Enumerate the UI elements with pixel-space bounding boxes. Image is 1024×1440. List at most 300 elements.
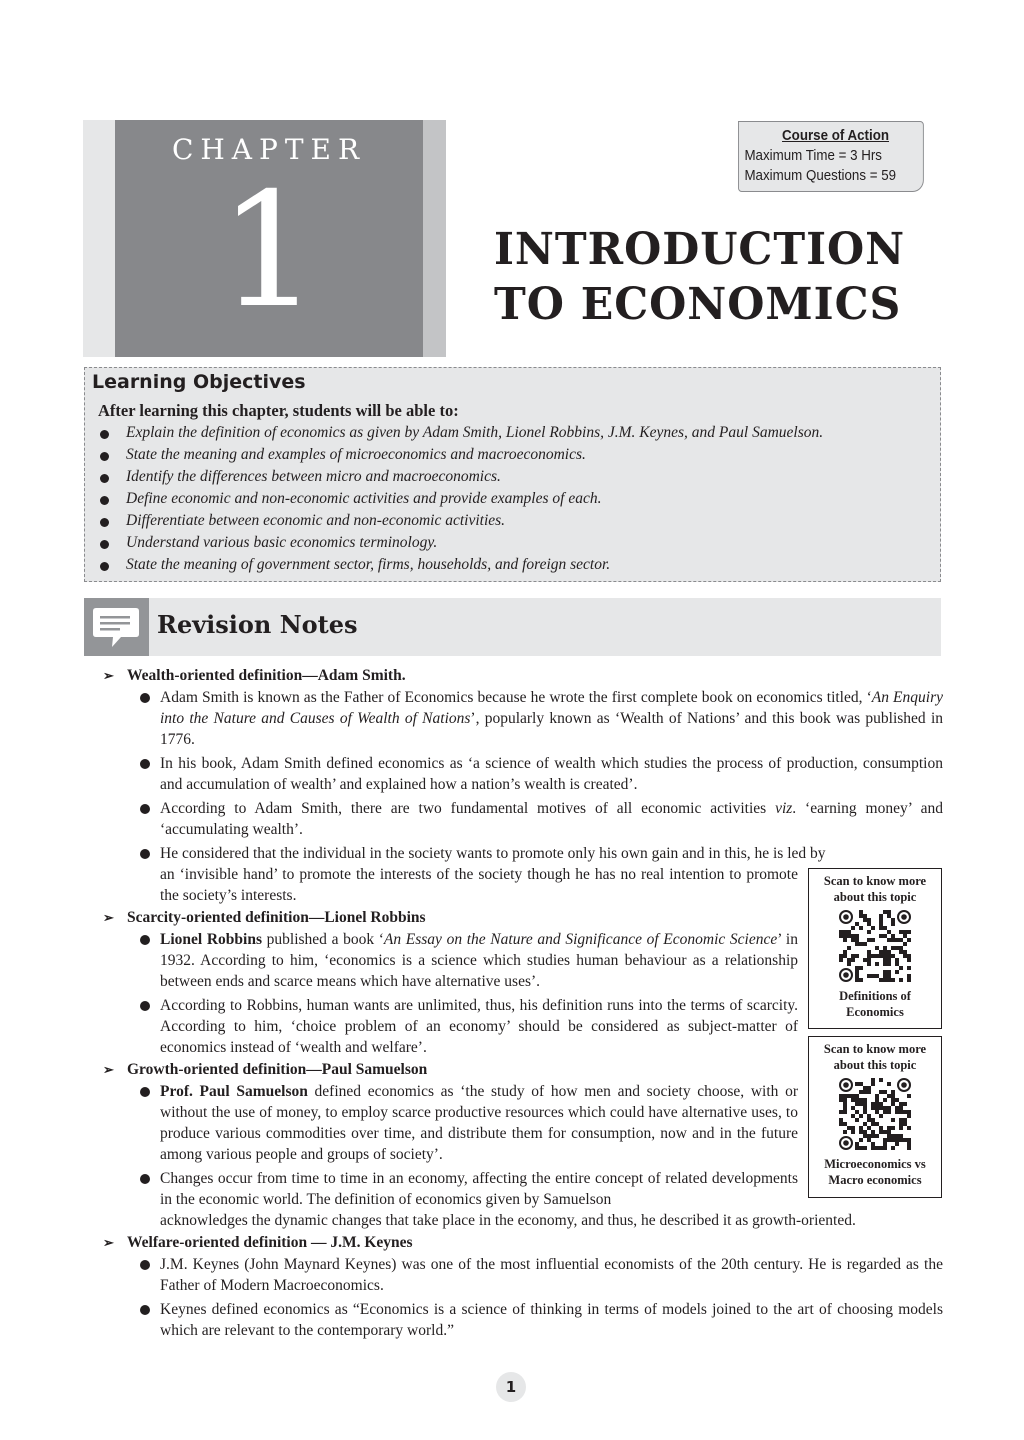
objective-text: State the meaning of government sector, firms, households, and foreign sector. [126,556,611,573]
bullet-icon [140,1305,150,1315]
qr-module [871,954,875,958]
qr-module [899,1134,903,1138]
bullet-text: . ‘earning money’ and ‘accumulating wealth’. [160,800,943,838]
qr-module [871,1082,875,1086]
bullet-text: According to Robbins, human wants are unlimited, thus, his definition runs into the terms of scarcity. According to him, ‘choice problem of an economy’ should be considered as subject-matter of economics instead of ‘wealth and welfare’. [160,997,798,1056]
qr-module [867,950,871,954]
qr-module [907,1094,911,1098]
qr-module [863,1134,867,1138]
qr-module [875,1098,879,1102]
qr-module [891,954,895,958]
qr-module [907,978,911,982]
qr-finder-center [843,972,849,978]
qr-module [887,1130,891,1134]
qr-module [843,1102,847,1106]
qr-module [895,1138,899,1142]
qr-module [903,1138,907,1142]
bullet-icon [100,518,109,527]
qr-module [879,1126,883,1130]
bullet-text: According to Adam Smith, there are two fundamental motives of all economic activities [160,800,776,817]
qr-module [895,970,899,974]
qr-module [871,1106,875,1110]
qr-module [839,1122,843,1126]
chapter-label: CHAPTER [171,133,367,166]
qr-module [899,1122,903,1126]
qr-topic: Economics [846,1005,904,1019]
qr-module [879,1090,883,1094]
qr-module [875,946,879,950]
objective-text: Explain the definition of economics as given by Adam Smith, Lionel Robbins, J.M. Keynes, and Paul Samuelson. [126,424,824,441]
bullet-icon [140,759,150,769]
book-title: An Essay on the Nature and Significance of Economic Science [383,931,778,948]
qr-module [863,1098,867,1102]
qr-module [903,1122,907,1126]
qr-module [839,954,843,958]
qr-module [891,1126,895,1130]
qr-module [851,954,855,958]
qr-module [891,1138,895,1142]
qr-module [887,954,891,958]
qr-module [879,1146,883,1150]
qr-module [903,942,907,946]
objective-text: Define economic and non-economic activities and provide examples of each. [126,490,602,507]
qr-module [899,966,903,970]
qr-module [867,962,871,966]
qr-module [887,1094,891,1098]
qr-module [879,1114,883,1118]
list-item [103,1299,943,1341]
list-item [103,687,943,750]
qr-module [851,1098,855,1102]
qr-module [875,1110,879,1114]
bullet-text: J.M. Keynes (John Maynard Keynes) was one of the most influential economists of the 20th century. He is regarded as the Father of Modern Macroeconomics. [160,1256,943,1294]
qr-module [887,1106,891,1110]
qr-module [863,914,867,918]
qr-module [847,930,851,934]
qr-module [907,966,911,970]
qr-module [863,1102,867,1106]
learning-objectives-list [98,424,823,578]
bullet-icon [140,1001,150,1011]
qr-module [903,1118,907,1122]
qr-code-icon[interactable] [839,910,911,982]
revision-notes-title: Revision Notes [157,610,358,639]
qr-module [863,1146,867,1150]
qr-module [875,1146,879,1150]
qr-module [883,950,887,954]
chapter-title-line-1: INTRODUCTION [494,224,906,275]
qr-module [855,1082,859,1086]
qr-module [859,1114,863,1118]
qr-module [891,1098,895,1102]
qr-module [879,954,883,958]
qr-module [879,1078,883,1082]
qr-module [891,1146,895,1150]
qr-module [871,1130,875,1134]
qr-module [891,922,895,926]
qr-module [851,958,855,962]
bullet-text: He considered that the individual in the society wants to promote only his own gain and in this, he is led by [160,845,826,862]
qr-module [883,934,887,938]
qr-module [907,1110,911,1114]
qr-module [863,1110,867,1114]
qr-module [855,934,859,938]
qr-module [907,974,911,978]
qr-module [907,954,911,958]
qr-module [843,1098,847,1102]
qr-module [867,938,871,942]
list-item [103,995,798,1058]
revision-notes-icon-box [84,598,149,656]
qr-module [887,958,891,962]
qr-module [867,922,871,926]
qr-prompt: about this topic [833,1058,917,1072]
bullet-icon [100,562,109,571]
qr-module [883,1138,887,1142]
qr-module [839,934,843,938]
qr-module [907,1114,911,1118]
qr-module [851,938,855,942]
qr-finder-center [843,914,849,920]
qr-module [879,914,883,918]
qr-module [855,966,859,970]
qr-module [863,942,867,946]
qr-module [883,962,887,966]
qr-module [875,954,879,958]
qr-module [899,978,903,982]
qr-module [879,950,883,954]
qr-finder-center [843,1140,849,1146]
qr-module [899,1138,903,1142]
qr-module [839,930,843,934]
qr-prompt: Scan to know more [823,1042,927,1056]
bullet-text: defined economics as ‘the study of how men and society choose, with or without the use of money, to employ scarce productive resources which could have alternative uses, to produce various commodities over time, and distribute them for consumption, now and in the future among various people and groups of society’. [160,1083,798,1163]
section-heading-text: Growth-oriented definition—Paul Samuelson [127,1061,428,1078]
chapter-number-panel [115,120,423,357]
qr-module [867,1126,871,1130]
qr-prompt: about this topic [833,890,917,904]
qr-module [887,978,891,982]
qr-module [883,970,887,974]
qr-module [855,1098,859,1102]
bullet-text: an ‘invisible hand’ to promote the interests of the society though he has no real intention to promote the society’s interests. [160,866,798,904]
qr-box-micro-vs-macro[interactable] [808,1036,942,1198]
list-item [98,446,823,468]
qr-module [851,1126,855,1130]
qr-module [891,978,895,982]
list-item [98,490,823,512]
qr-module [875,1122,879,1126]
qr-finder-center [901,914,907,920]
bullet-text: published a book ‘ [262,931,384,948]
qr-module [855,1118,859,1122]
objective-text: Understand various basic economics terminology. [126,534,438,551]
bullet-icon [100,430,109,439]
qr-module [855,1146,859,1150]
qr-module [895,946,899,950]
list-item [98,534,823,556]
qr-module [895,1142,899,1146]
qr-module [899,1110,903,1114]
course-of-action-title: Course of Action [782,128,890,144]
qr-module [863,1086,867,1090]
qr-module [871,1118,875,1122]
qr-module [879,922,883,926]
qr-module [867,1134,871,1138]
chapter-title [494,222,905,332]
qr-module [855,978,859,982]
list-item [98,556,823,578]
qr-module [883,958,887,962]
bullet-icon [140,1174,150,1184]
chapter-banner-accent [423,120,446,357]
qr-module [859,1102,863,1106]
chapter-banner [83,120,446,357]
qr-module [879,1106,883,1110]
qr-module [847,1126,851,1130]
qr-module [863,918,867,922]
qr-module [903,950,907,954]
qr-module [855,1094,859,1098]
chapter-title-line-2: TO ECONOMICS [494,279,902,330]
learning-objectives-box [84,367,941,582]
qr-module [887,910,891,914]
bullet-text: Keynes defined economics as “Economics is a science of thinking in terms of models joined to the art of choosing models which are relevant to the contemporary world.” [160,1301,943,1339]
revision-notes-header [84,598,941,656]
qr-module [883,978,887,982]
bullet-text: ’ in 1932. According to him, ‘economics is a science which studies human behaviour as a relationship between ends and scarce means which have alternative uses’. [160,931,798,990]
qr-module [879,978,883,982]
qr-module [879,918,883,922]
qr-module [871,1134,875,1138]
bullet-icon [100,474,109,483]
qr-module [859,942,863,946]
qr-module [855,938,859,942]
qr-module [903,1110,907,1114]
qr-module [907,930,911,934]
qr-module [843,1122,847,1126]
qr-module [883,1110,887,1114]
qr-module [843,1094,847,1098]
qr-module [851,1094,855,1098]
qr-module [863,1090,867,1094]
qr-topic: Microeconomics vs [824,1157,926,1171]
qr-module [907,1146,911,1150]
qr-module [867,974,871,978]
qr-module [879,1102,883,1106]
qr-module [899,1106,903,1110]
list-item [103,798,943,840]
qr-module [883,1130,887,1134]
qr-module [871,1122,875,1126]
qr-module [867,954,871,958]
qr-module [867,1118,871,1122]
qr-module [839,1118,843,1122]
bullet-icon [140,935,150,945]
objective-text: State the meaning and examples of microeconomics and macroeconomics. [126,446,586,463]
qr-module [859,978,863,982]
bullet-icon [100,540,109,549]
objective-text: Identify the differences between micro and macroeconomics. [126,468,501,485]
qr-module [843,954,847,958]
qr-module [875,1102,879,1106]
bullet-icon [140,693,150,703]
qr-module [843,934,847,938]
qr-module [859,926,863,930]
bullet-text: Adam Smith is known as the Father of Economics because he wrote the first complete book on economics titled, ‘ [160,689,872,706]
qr-module [855,970,859,974]
qr-module [859,1146,863,1150]
qr-module [867,1090,871,1094]
qr-module [875,974,879,978]
qr-module [891,918,895,922]
qr-module [867,930,871,934]
qr-module [883,910,887,914]
qr-module [883,974,887,978]
arrow-bullet-icon: ➢ [103,668,114,683]
bullet-icon [140,1087,150,1097]
qr-module [851,1114,855,1118]
qr-module [883,946,887,950]
qr-module [859,1138,863,1142]
list-item [98,468,823,490]
qr-module [855,954,859,958]
qr-module [871,938,875,942]
qr-module [891,1134,895,1138]
arrow-bullet-icon: ➢ [103,1235,114,1250]
qr-module [839,1110,843,1114]
qr-module [847,958,851,962]
qr-module [867,958,871,962]
qr-module [863,958,867,962]
qr-module [891,946,895,950]
section-heading [103,664,943,687]
qr-module [895,958,899,962]
qr-module [887,1082,891,1086]
list-item [98,512,823,534]
qr-module [871,1146,875,1150]
list-item [103,753,943,795]
learning-objectives-intro: After learning this chapter, students will be able to: [98,401,459,420]
qr-module [895,1134,899,1138]
qr-module [847,962,851,966]
qr-module [903,954,907,958]
qr-module [895,1110,899,1114]
qr-module [899,930,903,934]
qr-module [871,926,875,930]
qr-module [851,1130,855,1134]
chapter-number: 1 [218,159,320,343]
qr-module [903,1102,907,1106]
qr-prompt: Scan to know more [823,874,927,888]
qr-module [847,934,851,938]
qr-module [879,1130,883,1134]
qr-finder-center [843,1082,849,1088]
qr-module [875,1106,879,1110]
qr-module [899,1118,903,1122]
qr-module [879,926,883,930]
qr-module [887,970,891,974]
bullet-text: acknowledges the dynamic changes that take place in the economy, and thus, he described it as growth-oriented. [160,1212,856,1229]
course-of-action-box [738,121,924,192]
qr-module [843,1110,847,1114]
qr-module [895,938,899,942]
qr-module [895,1098,899,1102]
section-heading [103,1231,943,1254]
qr-module [863,1130,867,1134]
qr-module [887,930,891,934]
qr-module [899,1102,903,1106]
section-heading-text: Scarcity-oriented definition—Lionel Robbins [127,909,426,926]
qr-module [879,934,883,938]
max-time: Maximum Time = 3 Hrs [744,148,882,164]
qr-module [887,962,891,966]
qr-module [883,954,887,958]
qr-module [843,930,847,934]
qr-module [855,1142,859,1146]
qr-module [843,1130,847,1134]
section-heading-text: Welfare-oriented definition — J.M. Keynes [127,1234,413,1251]
speech-bubble-icon [91,606,141,650]
qr-module [871,1102,875,1106]
qr-module [891,938,895,942]
qr-module [883,1106,887,1110]
qr-module [855,1102,859,1106]
qr-module [891,1102,895,1106]
bullet-icon [100,452,109,461]
qr-module [847,1094,851,1098]
qr-module [839,1094,843,1098]
qr-module [839,958,843,962]
qr-module [859,1098,863,1102]
bullet-icon [140,849,150,859]
qr-box-definitions-of-economics[interactable] [808,868,942,1029]
qr-module [875,1094,879,1098]
qr-module [859,1090,863,1094]
list-item [103,1081,798,1165]
qr-code-icon[interactable] [839,1078,911,1150]
qr-module [859,1082,863,1086]
qr-module [843,1106,847,1110]
bullet-icon [140,804,150,814]
max-questions: Maximum Questions = 59 [744,168,897,184]
qr-module [863,1122,867,1126]
qr-module [883,1098,887,1102]
bullet-icon [100,496,109,505]
qr-module [907,1126,911,1130]
qr-module [887,914,891,918]
qr-module [895,962,899,966]
learning-objectives-heading: Learning Objectives [92,371,306,393]
bullet-text: In his book, Adam Smith defined economics as ‘a science of wealth which studies the process of production, consumption and accumulation of wealth’ and explained how a nation’s wealth is created’. [160,755,943,793]
qr-module [907,1142,911,1146]
qr-module [887,938,891,942]
objective-text: Differentiate between economic and non-economic activities. [126,512,506,529]
qr-module [851,1106,855,1110]
qr-module [883,926,887,930]
qr-module [903,930,907,934]
qr-module [907,958,911,962]
qr-module [903,934,907,938]
qr-module [855,974,859,978]
qr-module [839,1098,843,1102]
qr-module [875,1134,879,1138]
arrow-bullet-icon: ➢ [103,1062,114,1077]
qr-finder-center [901,1082,907,1088]
list-item [98,424,823,446]
qr-module [899,946,903,950]
bullet-text: ’, popularly known as ‘Wealth of Nations’ and this book was published in 1776. [160,710,943,748]
